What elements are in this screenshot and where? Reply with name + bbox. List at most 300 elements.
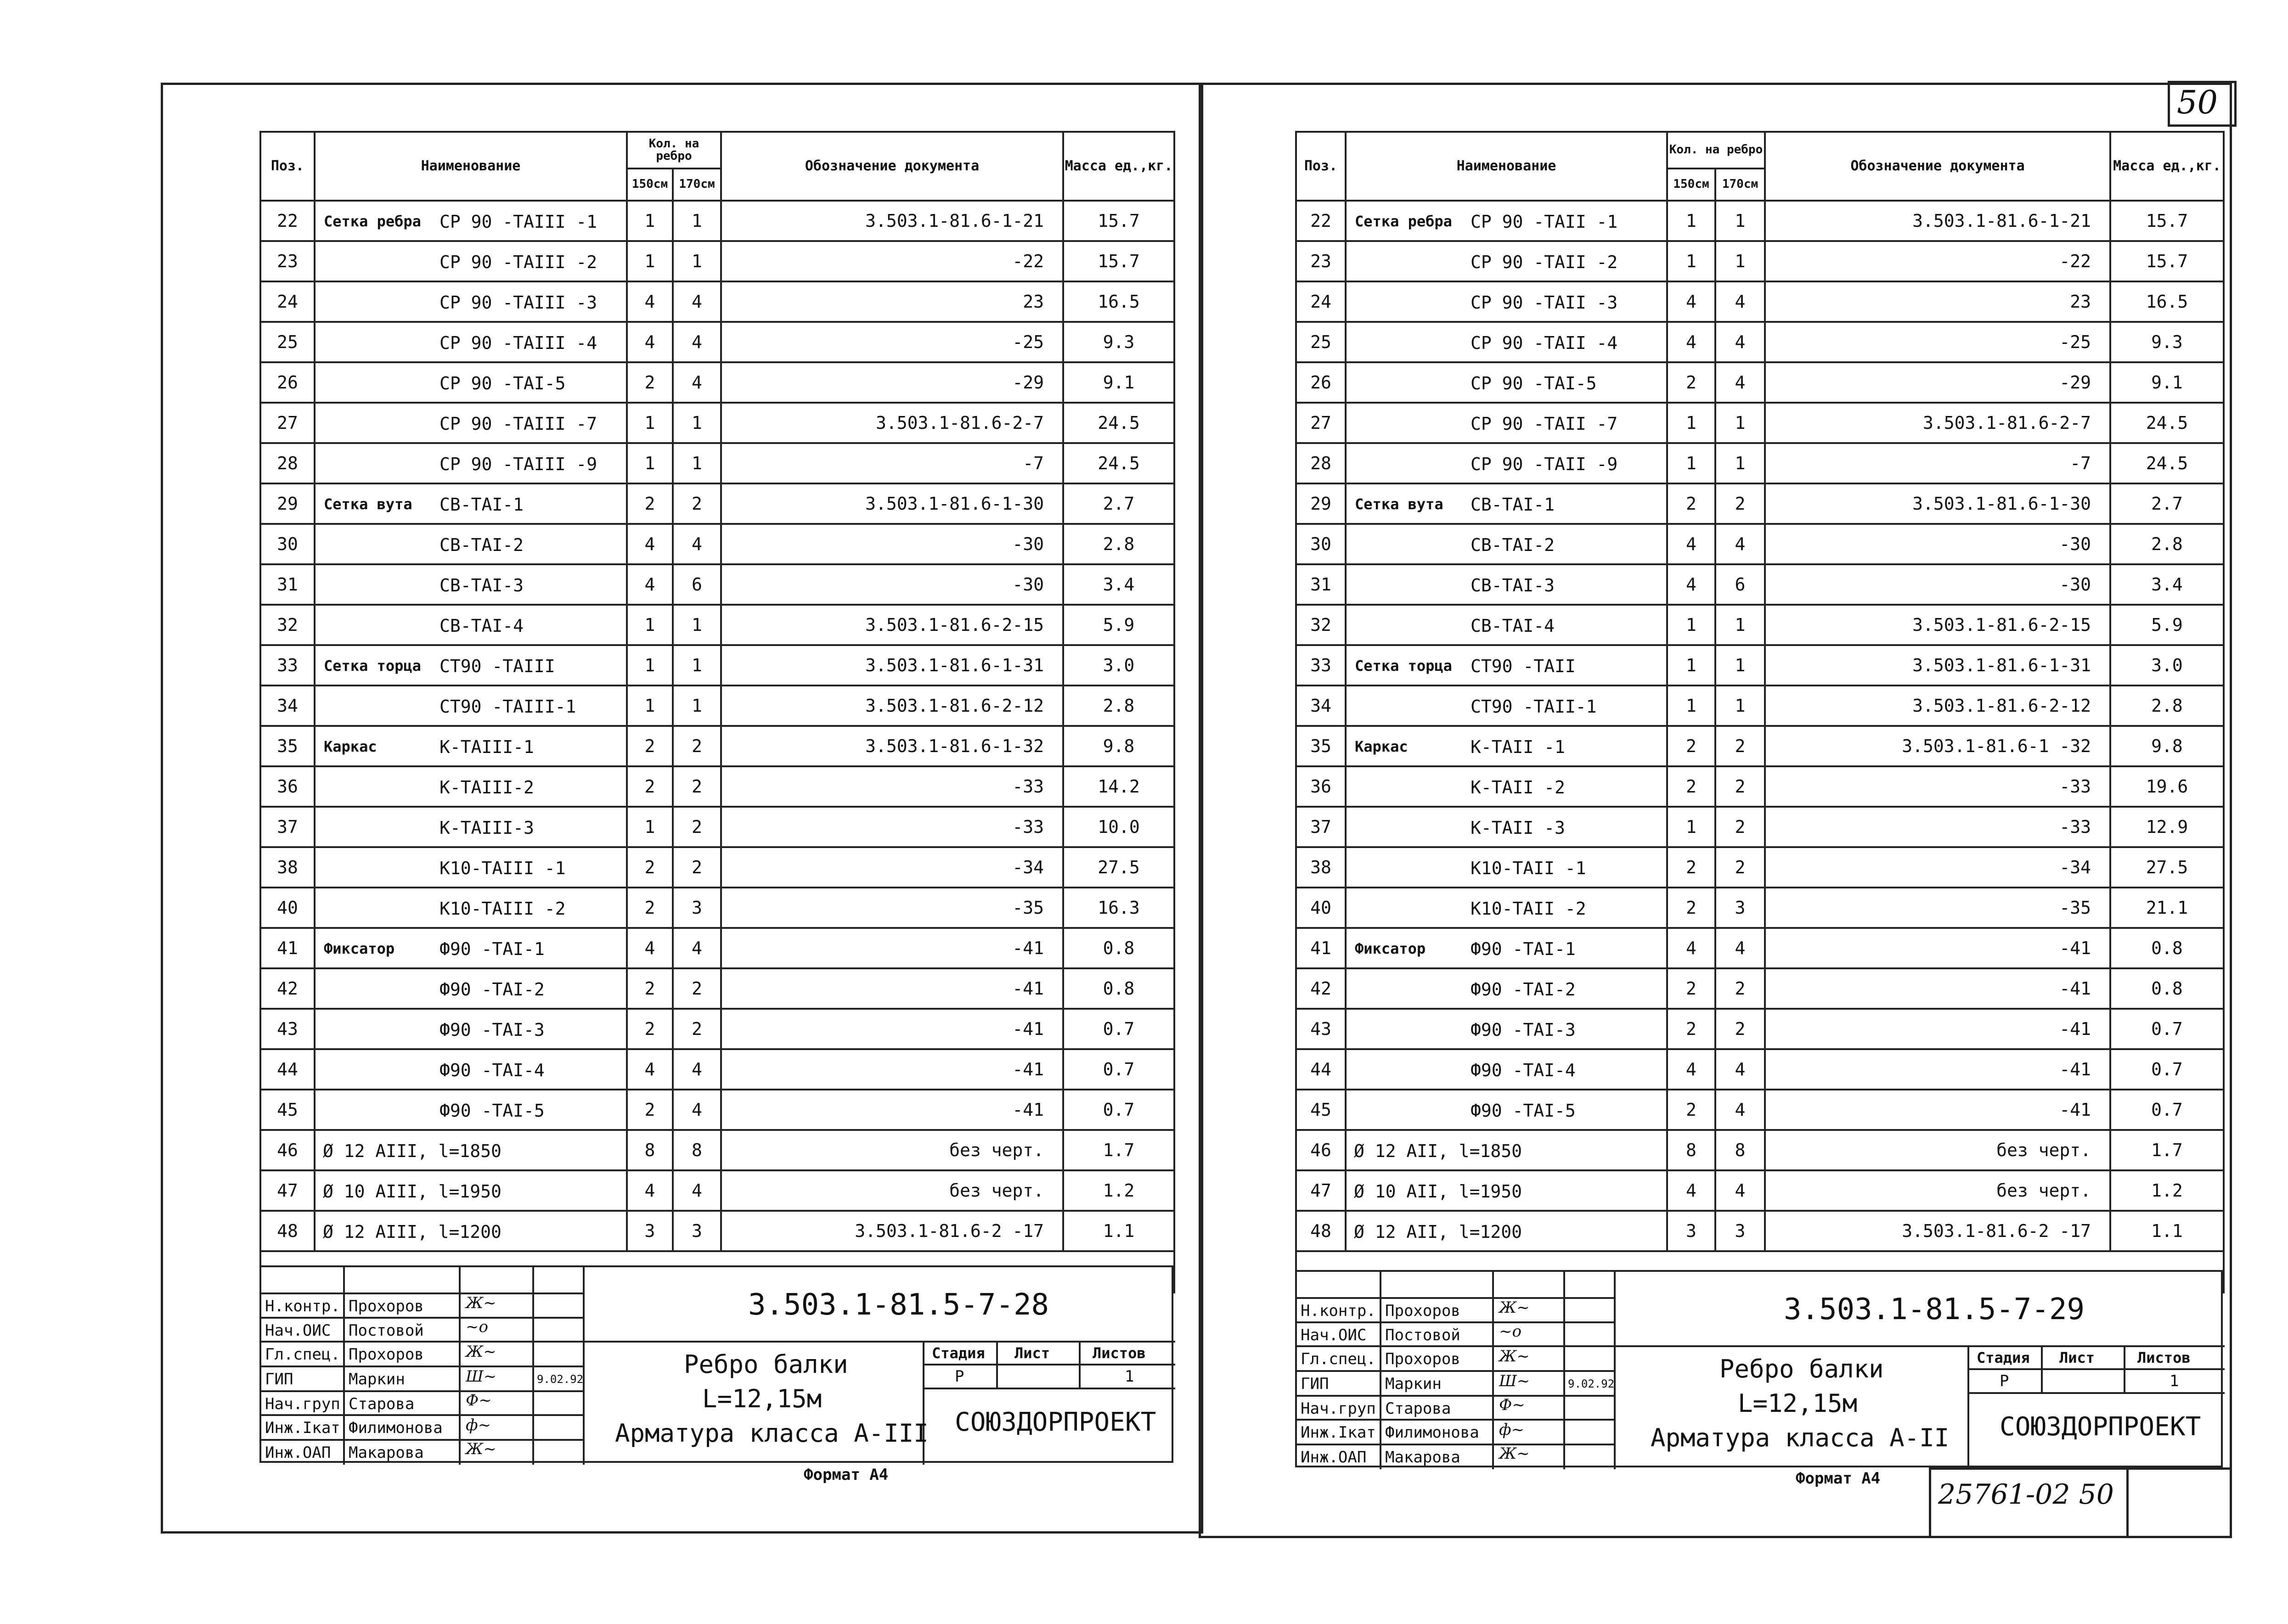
row-document: -22 bbox=[721, 241, 1063, 281]
row-qty-170: 4 bbox=[673, 281, 721, 322]
row-name bbox=[1346, 201, 1667, 241]
drawing-title-3: Арматура класса А-II bbox=[1651, 1423, 1950, 1452]
row-qty-170: 1 bbox=[1715, 686, 1765, 726]
stamp-role-2: Нач.ОИС bbox=[1301, 1326, 1367, 1344]
row-name bbox=[1346, 807, 1667, 847]
row-document: 3.503.1-81.6-2 -17 bbox=[1765, 1211, 2110, 1251]
row-qty-170: 1 bbox=[673, 686, 721, 726]
row-mass: 24.5 bbox=[1063, 443, 1174, 483]
row-pos: 40 bbox=[1296, 888, 1346, 928]
row-document: 3.503.1-81.6-1-31 bbox=[721, 645, 1063, 686]
stamp-name-6: Филимонова bbox=[349, 1419, 443, 1437]
row-qty-170: 8 bbox=[673, 1130, 721, 1170]
table-row bbox=[260, 1130, 1174, 1170]
row-document: -41 bbox=[1765, 1049, 2110, 1090]
row-document: -22 bbox=[1765, 241, 2110, 281]
table-row bbox=[260, 443, 1174, 483]
left-format-label: Формат А4 bbox=[804, 1466, 889, 1484]
row-name bbox=[1346, 524, 1667, 564]
row-mark: К10-ТАII -2 bbox=[1471, 899, 1586, 919]
row-name bbox=[1346, 281, 1667, 322]
row-document: без черт. bbox=[1765, 1130, 2110, 1170]
row-mark: Ф90 -ТАI-4 bbox=[440, 1060, 545, 1080]
row-mark: СТ90 -ТАIII bbox=[440, 656, 555, 676]
table-row bbox=[260, 807, 1174, 847]
row-pos: 27 bbox=[1296, 403, 1346, 443]
row-mark: СВ-ТАI-4 bbox=[440, 616, 524, 636]
organization: СОЮЗДОРПРОЕКТ bbox=[2000, 1412, 2201, 1442]
row-name bbox=[1346, 766, 1667, 807]
row-qty-150: 8 bbox=[627, 1130, 673, 1170]
row-document: -41 bbox=[721, 1090, 1063, 1130]
table-row bbox=[260, 686, 1174, 726]
stamp-role-2: Нач.ОИС bbox=[265, 1321, 331, 1340]
row-document: -7 bbox=[721, 443, 1063, 483]
stamp-role-4: ГИП bbox=[1301, 1375, 1329, 1393]
row-qty-170: 4 bbox=[1715, 524, 1765, 564]
row-qty-150: 4 bbox=[627, 1049, 673, 1090]
stamp-name-6: Филимонова bbox=[1385, 1423, 1479, 1442]
drawing-title-1: Ребро балки bbox=[1719, 1354, 1884, 1383]
stamp-name-5: Старова bbox=[349, 1395, 415, 1413]
table-row bbox=[260, 483, 1174, 524]
table-row bbox=[1296, 1009, 2224, 1049]
table-row bbox=[1296, 726, 2224, 766]
row-mark: СВ-ТАI-1 bbox=[1471, 495, 1555, 515]
row-name bbox=[1346, 888, 1667, 928]
row-qty-150: 1 bbox=[1667, 443, 1715, 483]
table-row bbox=[260, 1170, 1174, 1211]
row-document: -41 bbox=[1765, 928, 2110, 968]
row-mark: К-ТАII -2 bbox=[1471, 777, 1565, 798]
row-name bbox=[315, 1009, 627, 1049]
row-mass: 1.1 bbox=[2110, 1211, 2224, 1251]
stamp-role-3: Гл.спец. bbox=[1301, 1350, 1376, 1368]
row-group-label: Сетка ребра bbox=[324, 213, 421, 230]
row-qty-150: 1 bbox=[627, 201, 673, 241]
table-row bbox=[260, 1211, 1174, 1251]
row-mark: Ø 12 АIII, l=1200 bbox=[323, 1222, 502, 1242]
row-qty-150: 1 bbox=[627, 443, 673, 483]
row-mass: 15.7 bbox=[2110, 241, 2224, 281]
row-mark: К-ТАIII-3 bbox=[440, 818, 534, 838]
row-mass: 9.3 bbox=[2110, 322, 2224, 362]
row-document: 3.503.1-81.6-1-30 bbox=[1765, 483, 2110, 524]
row-group-label: Каркас bbox=[1355, 738, 1408, 755]
row-mass: 10.0 bbox=[1063, 807, 1174, 847]
row-mark: Ø 12 АII, l=1200 bbox=[1354, 1222, 1522, 1242]
row-name bbox=[315, 847, 627, 888]
row-qty-170: 6 bbox=[673, 564, 721, 605]
row-pos: 37 bbox=[260, 807, 315, 847]
left-spec-body bbox=[260, 201, 1174, 1251]
table-row bbox=[260, 645, 1174, 686]
row-mass: 0.7 bbox=[2110, 1009, 2224, 1049]
row-qty-170: 1 bbox=[1715, 201, 1765, 241]
drawing-title-2: L=12,15м bbox=[702, 1384, 822, 1413]
table-row bbox=[1296, 928, 2224, 968]
signature-mark: Ж~ bbox=[466, 1294, 496, 1312]
sheet-label: Лист bbox=[2059, 1349, 2095, 1366]
row-name bbox=[315, 201, 627, 241]
row-qty-150: 1 bbox=[1667, 645, 1715, 686]
row-mass: 1.7 bbox=[1063, 1130, 1174, 1170]
row-mass: 3.0 bbox=[2110, 645, 2224, 686]
row-mark: СР 90 -ТАII -9 bbox=[1471, 454, 1618, 474]
row-qty-170: 4 bbox=[673, 524, 721, 564]
row-pos: 47 bbox=[260, 1170, 315, 1211]
row-mark: СВ-ТАI-3 bbox=[1471, 575, 1555, 596]
row-pos: 44 bbox=[1296, 1049, 1346, 1090]
row-pos: 27 bbox=[260, 403, 315, 443]
row-qty-150: 4 bbox=[627, 524, 673, 564]
stage-value: Р bbox=[955, 1367, 964, 1386]
sheets-label: Листов bbox=[1093, 1344, 1146, 1362]
row-qty-170: 2 bbox=[673, 968, 721, 1009]
row-pos: 36 bbox=[260, 766, 315, 807]
stamp-name-4: Маркин bbox=[349, 1370, 405, 1388]
signature-mark: Ф~ bbox=[466, 1391, 492, 1410]
row-document: -35 bbox=[721, 888, 1063, 928]
row-group-label: Фиксатор bbox=[324, 940, 395, 957]
col-qty150-header: 150см bbox=[1667, 169, 1715, 201]
row-name bbox=[315, 968, 627, 1009]
row-qty-150: 1 bbox=[1667, 201, 1715, 241]
row-mass: 5.9 bbox=[1063, 605, 1174, 645]
row-pos: 45 bbox=[1296, 1090, 1346, 1130]
row-mark: СР 90 -ТАIII -3 bbox=[440, 292, 597, 313]
table-row bbox=[260, 1090, 1174, 1130]
row-qty-170: 4 bbox=[673, 322, 721, 362]
row-mark: Ø 10 АII, l=1950 bbox=[1354, 1181, 1522, 1202]
table-row bbox=[1296, 241, 2224, 281]
row-mass: 24.5 bbox=[1063, 403, 1174, 443]
row-pos: 22 bbox=[1296, 201, 1346, 241]
row-document: -34 bbox=[721, 847, 1063, 888]
stamp-role-6: Инж.Iкат bbox=[265, 1419, 340, 1437]
row-qty-150: 1 bbox=[1667, 605, 1715, 645]
row-mark: Ф90 -ТАI-3 bbox=[440, 1020, 545, 1040]
row-name bbox=[1346, 1049, 1667, 1090]
row-qty-150: 1 bbox=[627, 645, 673, 686]
table-row bbox=[1296, 524, 2224, 564]
row-name bbox=[1346, 1009, 1667, 1049]
row-pos: 42 bbox=[260, 968, 315, 1009]
row-group-label: Фиксатор bbox=[1355, 940, 1426, 957]
row-qty-150: 4 bbox=[1667, 1170, 1715, 1211]
stamp-role-1: Н.контр. bbox=[265, 1297, 340, 1315]
row-pos: 43 bbox=[1296, 1009, 1346, 1049]
row-document: -30 bbox=[721, 524, 1063, 564]
row-name bbox=[1346, 847, 1667, 888]
row-mass: 0.7 bbox=[1063, 1009, 1174, 1049]
row-mass: 0.7 bbox=[2110, 1090, 2224, 1130]
row-qty-170: 1 bbox=[673, 201, 721, 241]
row-mass: 1.2 bbox=[1063, 1170, 1174, 1211]
table-row bbox=[1296, 1090, 2224, 1130]
row-qty-150: 4 bbox=[627, 281, 673, 322]
row-document: -33 bbox=[721, 807, 1063, 847]
row-name bbox=[315, 1170, 627, 1211]
row-qty-170: 2 bbox=[1715, 483, 1765, 524]
row-pos: 41 bbox=[260, 928, 315, 968]
table-row bbox=[1296, 645, 2224, 686]
row-mark: СВ-ТАI-3 bbox=[440, 575, 524, 596]
table-row bbox=[260, 1049, 1174, 1090]
archive-code: 25761-02 50 bbox=[1938, 1478, 2114, 1511]
row-pos: 40 bbox=[260, 888, 315, 928]
row-mark: СТ90 -ТАII-1 bbox=[1471, 697, 1597, 717]
row-name bbox=[315, 443, 627, 483]
row-qty-150: 2 bbox=[627, 1009, 673, 1049]
row-document: без черт. bbox=[721, 1170, 1063, 1211]
row-qty-150: 4 bbox=[1667, 322, 1715, 362]
stamp-name-3: Прохоров bbox=[1385, 1350, 1460, 1368]
drawing-title-3: Арматура класса А-III bbox=[615, 1419, 929, 1448]
row-name bbox=[315, 686, 627, 726]
stamp-role-7: Инж.ОАП bbox=[1301, 1448, 1367, 1467]
row-qty-170: 3 bbox=[1715, 888, 1765, 928]
row-qty-150: 4 bbox=[627, 322, 673, 362]
table-row bbox=[1296, 968, 2224, 1009]
table-row bbox=[260, 968, 1174, 1009]
row-group-label: Сетка вута bbox=[1355, 495, 1443, 513]
row-mark: СТ90 -ТАIII-1 bbox=[440, 697, 576, 717]
row-name bbox=[1346, 483, 1667, 524]
table-row bbox=[260, 847, 1174, 888]
row-qty-170: 2 bbox=[673, 726, 721, 766]
col-pos-header: Поз. bbox=[260, 132, 315, 201]
row-mass: 5.9 bbox=[2110, 605, 2224, 645]
col-qty150-header: 150см bbox=[627, 169, 673, 201]
row-name bbox=[1346, 564, 1667, 605]
table-row bbox=[1296, 1170, 2224, 1211]
row-mass: 9.8 bbox=[1063, 726, 1174, 766]
table-row bbox=[1296, 847, 2224, 888]
table-row bbox=[1296, 564, 2224, 605]
row-document: -25 bbox=[1765, 322, 2110, 362]
sheets-value: 1 bbox=[2170, 1372, 2179, 1390]
col-mass-header: Масса ед.,кг. bbox=[2110, 132, 2224, 201]
row-document: -41 bbox=[721, 968, 1063, 1009]
row-qty-170: 1 bbox=[1715, 605, 1765, 645]
row-mass: 3.4 bbox=[2110, 564, 2224, 605]
row-mark: Ф90 -ТАI-4 bbox=[1471, 1060, 1576, 1080]
row-mark: СР 90 -ТАII -4 bbox=[1471, 333, 1618, 353]
left-sheet bbox=[259, 131, 1173, 1293]
row-mass: 2.8 bbox=[2110, 524, 2224, 564]
col-name-header: Наименование bbox=[315, 132, 627, 201]
row-qty-150: 3 bbox=[627, 1211, 673, 1251]
row-name bbox=[1346, 1211, 1667, 1251]
row-qty-150: 2 bbox=[1667, 1090, 1715, 1130]
row-pos: 26 bbox=[260, 362, 315, 403]
row-mark: СР 90 -ТАII -7 bbox=[1471, 414, 1618, 434]
row-qty-150: 2 bbox=[1667, 888, 1715, 928]
row-group-label: Сетка торца bbox=[324, 657, 421, 674]
row-mass: 16.3 bbox=[1063, 888, 1174, 928]
row-name bbox=[315, 928, 627, 968]
row-name bbox=[315, 281, 627, 322]
row-document: без черт. bbox=[721, 1130, 1063, 1170]
row-document: -33 bbox=[1765, 807, 2110, 847]
row-pos: 33 bbox=[1296, 645, 1346, 686]
row-document: 23 bbox=[1765, 281, 2110, 322]
row-mass: 27.5 bbox=[1063, 847, 1174, 888]
row-document: 3.503.1-81.6-2-7 bbox=[1765, 403, 2110, 443]
row-name bbox=[315, 322, 627, 362]
page-number: 50 bbox=[2177, 84, 2218, 121]
organization: СОЮЗДОРПРОЕКТ bbox=[955, 1407, 1156, 1437]
row-qty-170: 4 bbox=[673, 362, 721, 403]
row-pos: 23 bbox=[1296, 241, 1346, 281]
row-qty-150: 4 bbox=[1667, 1049, 1715, 1090]
row-mass: 9.1 bbox=[1063, 362, 1174, 403]
table-row bbox=[260, 888, 1174, 928]
table-row bbox=[260, 766, 1174, 807]
table-row bbox=[260, 322, 1174, 362]
row-mark: К-ТАII -1 bbox=[1471, 737, 1565, 757]
row-qty-150: 2 bbox=[627, 483, 673, 524]
row-qty-150: 2 bbox=[1667, 847, 1715, 888]
row-mass: 16.5 bbox=[1063, 281, 1174, 322]
row-pos: 24 bbox=[260, 281, 315, 322]
row-mass: 19.6 bbox=[2110, 766, 2224, 807]
row-mark: К10-ТАII -1 bbox=[1471, 858, 1586, 878]
row-name bbox=[315, 1130, 627, 1170]
row-qty-150: 2 bbox=[627, 766, 673, 807]
stamp-role-5: Нач.груп bbox=[1301, 1399, 1376, 1418]
stamp-name-7: Макарова bbox=[349, 1444, 424, 1462]
right-title-block bbox=[1295, 1270, 2223, 1467]
row-qty-170: 1 bbox=[1715, 443, 1765, 483]
row-mark: СР 90 -ТАI-5 bbox=[440, 373, 566, 393]
row-pos: 28 bbox=[260, 443, 315, 483]
stamp-date: 9.02.92 bbox=[537, 1373, 584, 1386]
table-row bbox=[1296, 483, 2224, 524]
row-document: -30 bbox=[1765, 564, 2110, 605]
stamp-name-7: Макарова bbox=[1385, 1448, 1460, 1467]
table-row bbox=[1296, 1211, 2224, 1251]
row-pos: 31 bbox=[1296, 564, 1346, 605]
row-qty-170: 2 bbox=[1715, 807, 1765, 847]
row-mark: Ф90 -ТАI-5 bbox=[1471, 1101, 1576, 1121]
row-mass: 16.5 bbox=[2110, 281, 2224, 322]
table-row bbox=[1296, 362, 2224, 403]
row-name bbox=[315, 1211, 627, 1251]
row-qty-150: 3 bbox=[1667, 1211, 1715, 1251]
stamp-name-2: Постовой bbox=[349, 1321, 424, 1340]
row-mass: 15.7 bbox=[1063, 201, 1174, 241]
row-mass: 9.8 bbox=[2110, 726, 2224, 766]
row-qty-150: 2 bbox=[1667, 1009, 1715, 1049]
row-mark: СВ-ТАI-2 bbox=[440, 535, 524, 555]
row-name bbox=[1346, 645, 1667, 686]
row-mark: К10-ТАIII -1 bbox=[440, 858, 566, 878]
row-mass: 3.4 bbox=[1063, 564, 1174, 605]
row-qty-170: 4 bbox=[1715, 1090, 1765, 1130]
right-spec-body bbox=[1296, 201, 2224, 1251]
col-pos-header: Поз. bbox=[1296, 132, 1346, 201]
row-pos: 47 bbox=[1296, 1170, 1346, 1211]
row-name bbox=[315, 564, 627, 605]
table-row bbox=[1296, 1130, 2224, 1170]
table-row bbox=[1296, 403, 2224, 443]
row-name bbox=[1346, 1090, 1667, 1130]
row-pos: 46 bbox=[260, 1130, 315, 1170]
row-mass: 27.5 bbox=[2110, 847, 2224, 888]
right-spec-table bbox=[1295, 131, 2225, 1293]
row-qty-150: 2 bbox=[627, 362, 673, 403]
row-pos: 26 bbox=[1296, 362, 1346, 403]
signature-mark: Ж~ bbox=[466, 1440, 496, 1458]
right-format-label: Формат А4 bbox=[1796, 1469, 1881, 1488]
signature-mark: Ж~ bbox=[466, 1343, 496, 1361]
row-document: 3.503.1-81.6-2-12 bbox=[721, 686, 1063, 726]
stamp-role-3: Гл.спец. bbox=[265, 1345, 340, 1364]
row-pos: 41 bbox=[1296, 928, 1346, 968]
row-pos: 37 bbox=[1296, 807, 1346, 847]
row-document: -41 bbox=[721, 1049, 1063, 1090]
row-mark: СР 90 -ТАIII -1 bbox=[440, 212, 597, 232]
row-qty-150: 4 bbox=[1667, 928, 1715, 968]
row-mark: СВ-ТАI-4 bbox=[1471, 616, 1555, 636]
row-mass: 14.2 bbox=[1063, 766, 1174, 807]
row-qty-170: 4 bbox=[673, 1170, 721, 1211]
drawing-designation: 3.503.1-81.5-7-29 bbox=[1784, 1292, 2085, 1326]
row-name bbox=[1346, 968, 1667, 1009]
row-document: 3.503.1-81.6-1-32 bbox=[721, 726, 1063, 766]
row-document: -41 bbox=[721, 928, 1063, 968]
row-pos: 35 bbox=[260, 726, 315, 766]
row-pos: 25 bbox=[1296, 322, 1346, 362]
signature-mark: ф~ bbox=[466, 1416, 491, 1434]
sheets-value: 1 bbox=[1125, 1367, 1134, 1386]
row-qty-150: 1 bbox=[627, 605, 673, 645]
row-name bbox=[315, 645, 627, 686]
row-mass: 9.1 bbox=[2110, 362, 2224, 403]
signature-mark: ~о bbox=[1499, 1322, 1522, 1341]
row-pos: 45 bbox=[260, 1090, 315, 1130]
row-mass: 0.8 bbox=[1063, 928, 1174, 968]
col-name-header: Наименование bbox=[1346, 132, 1667, 201]
row-document: -41 bbox=[1765, 1090, 2110, 1130]
row-mark: СВ-ТАI-2 bbox=[1471, 535, 1555, 555]
row-mass: 0.8 bbox=[2110, 968, 2224, 1009]
row-mark: СВ-ТАI-1 bbox=[440, 495, 524, 515]
signature-mark: Ф~ bbox=[1499, 1396, 1525, 1414]
table-row bbox=[1296, 686, 2224, 726]
row-name bbox=[315, 362, 627, 403]
row-mark: Ф90 -ТАI-2 bbox=[440, 979, 545, 1000]
signature-mark: Ж~ bbox=[1499, 1347, 1530, 1366]
row-qty-170: 2 bbox=[1715, 1009, 1765, 1049]
row-name bbox=[315, 1090, 627, 1130]
row-name bbox=[315, 403, 627, 443]
row-group-label: Сетка вута bbox=[324, 495, 412, 513]
row-qty-150: 2 bbox=[627, 847, 673, 888]
row-qty-150: 2 bbox=[1667, 766, 1715, 807]
row-pos: 34 bbox=[1296, 686, 1346, 726]
stamp-name-1: Прохоров bbox=[349, 1297, 424, 1315]
row-document: -29 bbox=[1765, 362, 2110, 403]
row-mass: 1.2 bbox=[2110, 1170, 2224, 1211]
row-qty-170: 4 bbox=[1715, 322, 1765, 362]
stamp-date: 9.02.92 bbox=[1568, 1377, 1615, 1390]
row-pos: 32 bbox=[1296, 605, 1346, 645]
table-row bbox=[260, 564, 1174, 605]
row-name bbox=[315, 807, 627, 847]
